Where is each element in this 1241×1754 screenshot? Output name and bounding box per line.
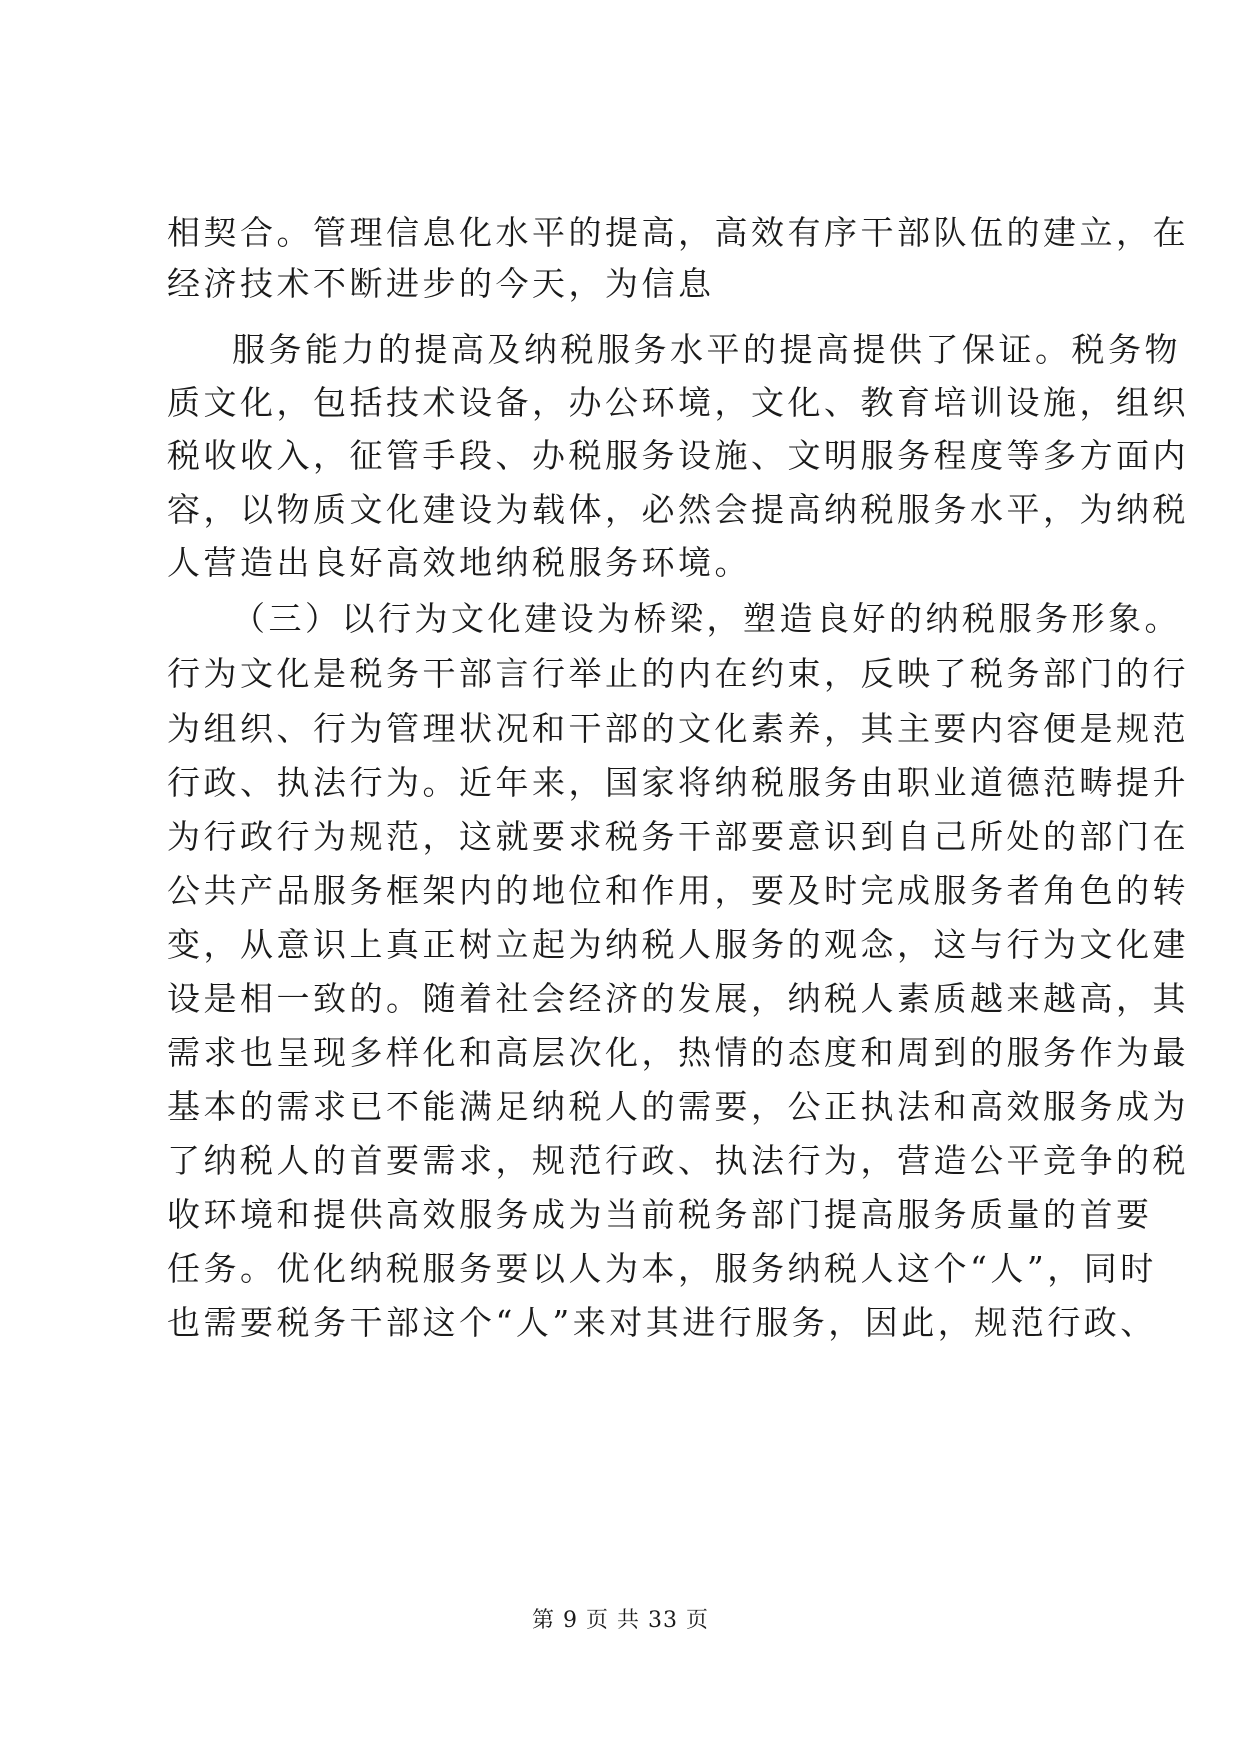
body-line-11: 行政、执法行为。近年来，国家将纳税服务由职业道德范畴提升: [167, 763, 1189, 802]
body-line-1: 相契合。管理信息化水平的提高，高效有序干部队伍的建立，在: [167, 213, 1189, 252]
body-line-17: 基本的需求已不能满足纳税人的需要，公正执法和高效服务成为: [167, 1087, 1189, 1126]
body-line-14: 变，从意识上真正树立起为纳税人服务的观念，这与行为文化建: [167, 925, 1189, 964]
body-line-12: 为行政行为规范，这就要求税务干部要意识到自己所处的部门在: [167, 817, 1189, 856]
body-line-15: 设是相一致的。随着社会经济的发展，纳税人素质越来越高，其: [167, 979, 1189, 1018]
body-line-19: 收环境和提供高效服务成为当前税务部门提高服务质量的首要: [167, 1195, 1153, 1234]
body-line-16: 需求也呈现多样化和高层次化，热情的态度和周到的服务作为最: [167, 1033, 1189, 1072]
section-heading-line: （三）以行为文化建设为桥梁，塑造良好的纳税服务形象。: [232, 599, 1181, 638]
body-line-10: 为组织、行为管理状况和干部的文化素养，其主要内容便是规范: [167, 709, 1189, 748]
body-line-13: 公共产品服务框架内的地位和作用，要及时完成服务者角色的转: [167, 871, 1189, 910]
body-line-6: 容，以物质文化建设为载体，必然会提高纳税服务水平，为纳税: [167, 490, 1189, 529]
body-line-7: 人营造出良好高效地纳税服务环境。: [167, 543, 751, 582]
page-number-footer: 第 9 页 共 33 页: [532, 1608, 709, 1633]
body-line-5: 税收收入，征管手段、办税服务设施、文明服务程度等多方面内: [167, 436, 1189, 475]
body-line-3: 服务能力的提高及纳税服务水平的提高提供了保证。税务物: [232, 330, 1181, 369]
body-line-4: 质文化，包括技术设备，办公环境，文化、教育培训设施，组织: [167, 383, 1189, 422]
body-line-9: 行为文化是税务干部言行举止的内在约束，反映了税务部门的行: [167, 654, 1189, 693]
body-line-21: 也需要税务干部这个“人”来对其进行服务，因此，规范行政、: [167, 1303, 1157, 1342]
body-line-2: 经济技术不断进步的今天，为信息: [167, 264, 715, 303]
body-line-18: 了纳税人的首要需求，规范行政、执法行为，营造公平竞争的税: [167, 1141, 1189, 1180]
body-line-20: 任务。优化纳税服务要以人为本，服务纳税人这个“人”，同时: [167, 1249, 1157, 1288]
